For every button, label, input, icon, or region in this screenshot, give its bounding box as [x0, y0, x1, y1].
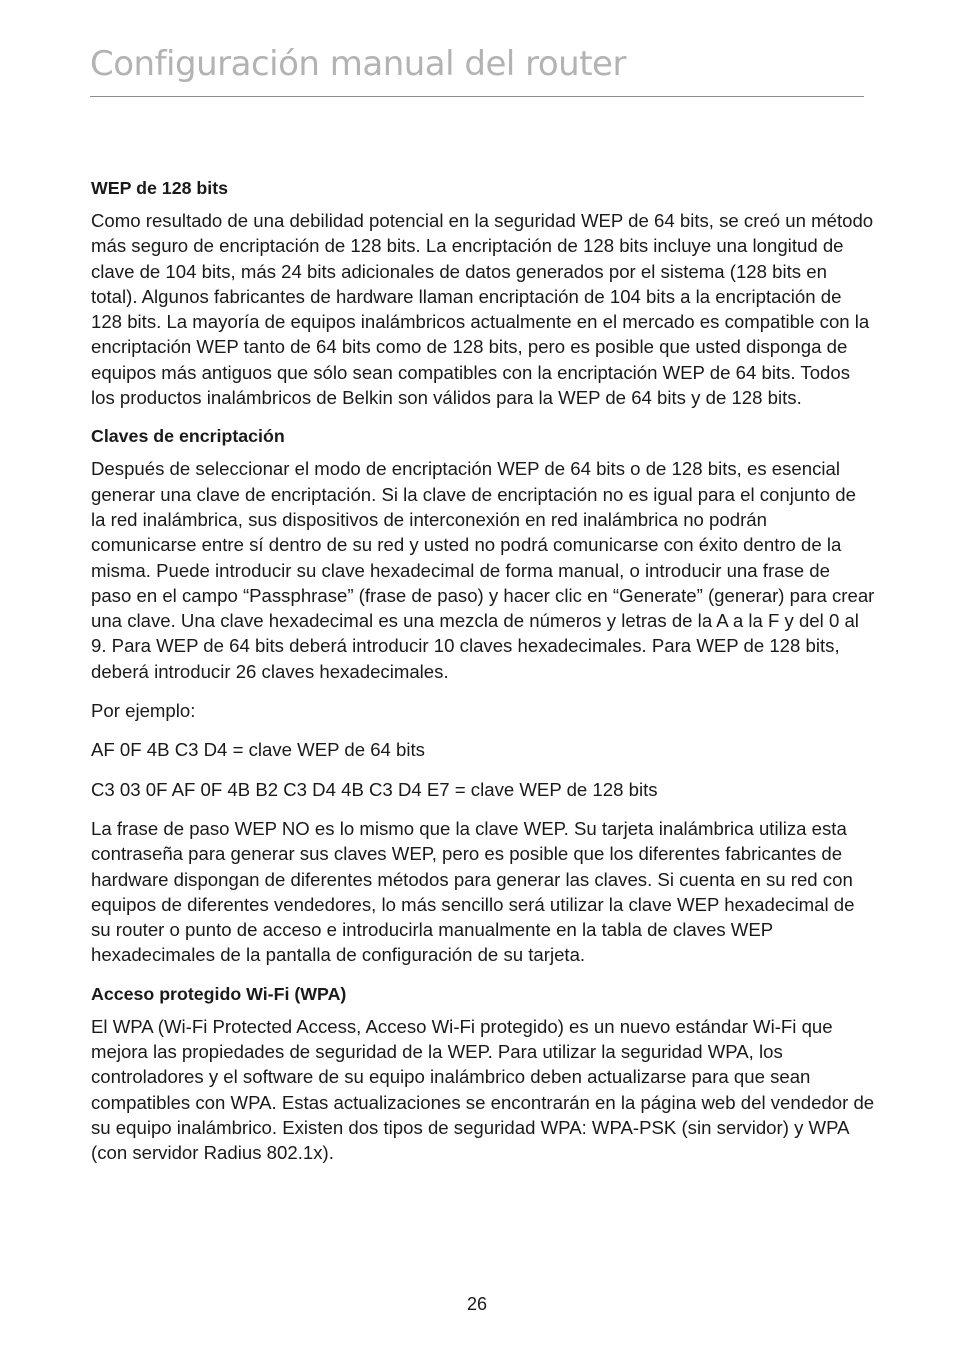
page-title: Configuración manual del router [90, 44, 626, 84]
paragraph: El WPA (Wi-Fi Protected Access, Acceso Wi-Fi protegido) es un nuevo estándar Wi-Fi que mejora las propiedades de seguridad de la WEP. Para utilizar la seguridad WPA, los controladores y el software de su equipo inalámbrico deben actualizarse para que sean compatibles con WPA. Estas actualizaciones se encontrarán en la página web del vendedor de su equipo inalámbrico. Existen dos tipos de seguridad WPA: WPA-PSK (sin servidor) y WPA (con servidor Radius 802.1x). [91, 1015, 875, 1164]
example-128-bit-key: C3 03 0F AF 0F 4B B2 C3 D4 4B C3 D4 E7 = clave WEP de 128 bits [91, 778, 658, 800]
section-heading: WEP de 128 bits [91, 178, 229, 198]
paragraph: Como resultado de una debilidad potencial en la seguridad WEP de 64 bits, se creó un método más seguro de encriptación de 128 bits. La encriptación de 128 bits incluye una longitud de clave de 104 bits, más 24 bits adicionales de datos generados por el sistema (128 bits en total). Algunos fabricantes de hardware llaman encriptación de 104 bits a la encriptación de 128 bits. La mayoría de equipos inalámbricos actualmente en el mercado es compatible con la encriptación WEP tanto de 64 bits como de 128 bits, pero es posible que usted disponga de equipos más antiguos que sólo sean compatibles con la encriptación WEP de 64 bits. Todos los productos inalámbricos de Belkin son válidos para la WEP de 64 bits y de 128 bits. [91, 210, 874, 409]
paragraph: Después de seleccionar el modo de encriptación WEP de 64 bits o de 128 bits, es esencial generar una clave de encriptación. Si la clave de encriptación no es igual para el conjunto de la red inalámbrica, sus dispositivos de interconexión en red inalámbrica no podrán comunicarse entre sí dentro de su red y usted no podrá comunicarse con éxito dentro de la misma. Puede introducir su clave hexadecimal de forma manual, o introducir una frase de paso en el campo “Passphrase” (frase de paso) y hacer clic en “Generate” (generar) para crear una clave. Una clave hexadecimal es una mezcla de números y letras de la A a la F y del 0 al 9. Para WEP de 64 bits deberá introducir 10 claves hexadecimales. Para WEP de 128 bits, deberá introducir 26 claves hexadecimales. [91, 458, 875, 682]
page-number: 26 [466, 1294, 488, 1314]
example-intro: Por ejemplo: [91, 700, 196, 722]
title-divider [90, 96, 864, 97]
section-heading: Acceso protegido Wi-Fi (WPA) [91, 983, 347, 1004]
section-wep-128 [91, 176, 875, 410]
document-body [91, 176, 875, 1180]
paragraph: La frase de paso WEP NO es lo mismo que la clave WEP. Su tarjeta inalámbrica utiliza esta contraseña para generar sus claves WEP, pero es posible que los diferentes fabricantes de hardware dispongan de diferentes métodos para generar las claves. Si cuenta en su red con equipos de diferentes vendedores, lo más sencillo será utilizar la clave WEP hexadecimal de su router o punto de acceso e introducirla manualmente en la tabla de claves WEP hexadecimales de la pantalla de configuración de su tarjeta. [91, 817, 855, 966]
section-heading: Claves de encriptación [91, 426, 285, 447]
example-64-bit-key: AF 0F 4B C3 D4 = clave WEP de 64 bits [91, 739, 425, 761]
section-encryption-keys [91, 424, 875, 967]
section-wpa [91, 982, 875, 1166]
